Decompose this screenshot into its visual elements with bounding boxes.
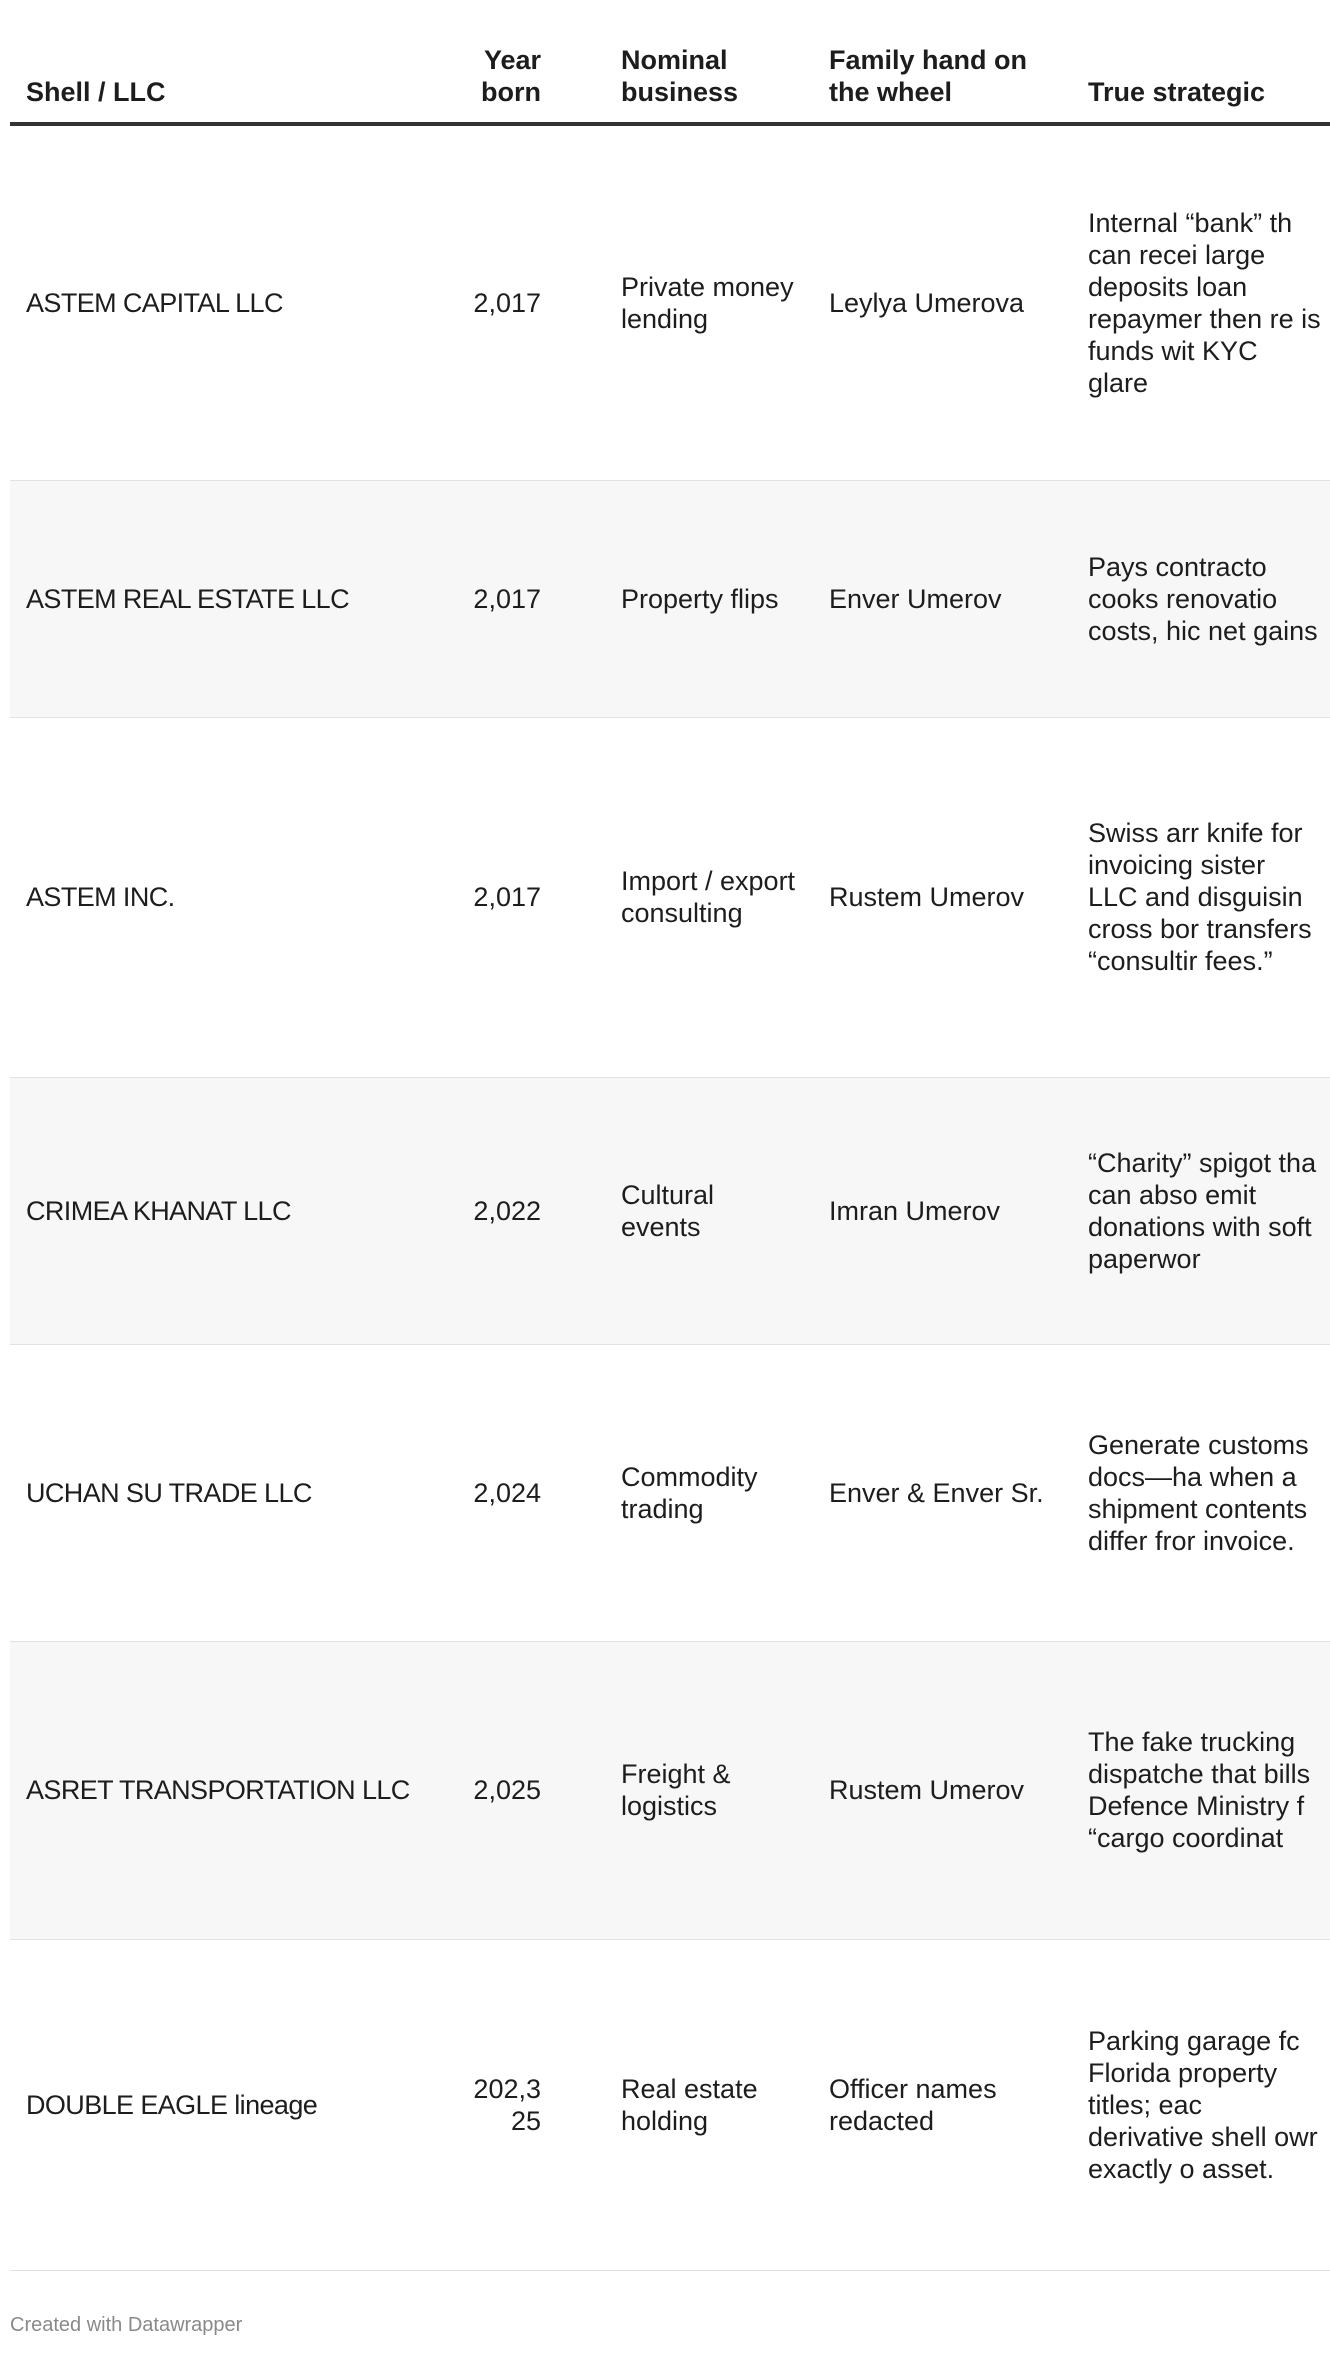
- cell-true-strategic: Parking garage fc Florida property titles; eac derivative shell owr exactly o asset.: [1072, 1939, 1330, 2270]
- cell-shell: CRIMEA KHANAT LLC: [10, 1077, 448, 1344]
- cell-true-strategic: Swiss arr knife for invoicing sister LLC and disguisin cross bor transfers “consultir fees.”: [1072, 717, 1330, 1077]
- cell-year: 2,022: [448, 1077, 605, 1344]
- cell-year: 2,024: [448, 1344, 605, 1641]
- cell-year: 202,325: [448, 1939, 605, 2270]
- datawrapper-credit[interactable]: Created with Datawrapper: [10, 2314, 243, 2336]
- table-header: [10, 0, 1330, 124]
- cell-shell: ASTEM REAL ESTATE LLC: [10, 480, 448, 717]
- cell-nominal-business: Private money lending: [605, 124, 813, 480]
- table-row: [10, 1641, 1330, 1939]
- cell-true-strategic: Generate customs docs—ha when a shipment contents differ fror invoice.: [1072, 1344, 1330, 1641]
- cell-family: Officer names redacted: [813, 1939, 1072, 2270]
- cell-family: Enver & Enver Sr.: [813, 1344, 1072, 1641]
- cell-true-strategic: The fake trucking dispatche that bills Defence Ministry f “cargo coordinat: [1072, 1641, 1330, 1939]
- cell-shell: ASTEM INC.: [10, 717, 448, 1077]
- cell-nominal-business: Property flips: [605, 480, 813, 717]
- shell-llc-table: [10, 0, 1330, 2271]
- column-header-nominal-business[interactable]: Nominal business: [605, 0, 813, 124]
- table-row: [10, 1344, 1330, 1641]
- table-row: [10, 480, 1330, 717]
- cell-true-strategic: “Charity” spigot tha can abso emit donations with soft paperwor: [1072, 1077, 1330, 1344]
- column-header-true-strategic[interactable]: True strategic: [1072, 0, 1330, 124]
- cell-nominal-business: Commodity trading: [605, 1344, 813, 1641]
- cell-year: 2,017: [448, 124, 605, 480]
- column-header-family[interactable]: Family hand on the wheel: [813, 0, 1072, 124]
- cell-year: 2,017: [448, 480, 605, 717]
- cell-nominal-business: Freight & logistics: [605, 1641, 813, 1939]
- table-row: [10, 717, 1330, 1077]
- cell-shell: ASTEM CAPITAL LLC: [10, 124, 448, 480]
- column-header-shell[interactable]: Shell / LLC: [10, 0, 448, 124]
- header-row: [10, 0, 1330, 124]
- table-row: [10, 1077, 1330, 1344]
- cell-family: Rustem Umerov: [813, 717, 1072, 1077]
- cell-true-strategic: Internal “bank” th can recei large deposits loan repaymer then re is funds wit KYC glare: [1072, 124, 1330, 480]
- cell-year: 2,017: [448, 717, 605, 1077]
- cell-shell: DOUBLE EAGLE lineage: [10, 1939, 448, 2270]
- table-row: [10, 1939, 1330, 2270]
- cell-true-strategic: Pays contracto cooks renovatio costs, hic net gains: [1072, 480, 1330, 717]
- cell-shell: UCHAN SU TRADE LLC: [10, 1344, 448, 1641]
- cell-nominal-business: Cultural events: [605, 1077, 813, 1344]
- cell-family: Imran Umerov: [813, 1077, 1072, 1344]
- data-table-container: [10, 0, 1321, 2271]
- cell-nominal-business: Import / export consulting: [605, 717, 813, 1077]
- column-header-year[interactable]: Year born: [448, 0, 605, 124]
- cell-shell: ASRET TRANSPORTATION LLC: [10, 1641, 448, 1939]
- cell-family: Enver Umerov: [813, 480, 1072, 717]
- cell-nominal-business: Real estate holding: [605, 1939, 813, 2270]
- cell-family: Leylya Umerova: [813, 124, 1072, 480]
- table-row: [10, 124, 1330, 480]
- table-body: [10, 124, 1330, 2270]
- cell-family: Rustem Umerov: [813, 1641, 1072, 1939]
- cell-year: 2,025: [448, 1641, 605, 1939]
